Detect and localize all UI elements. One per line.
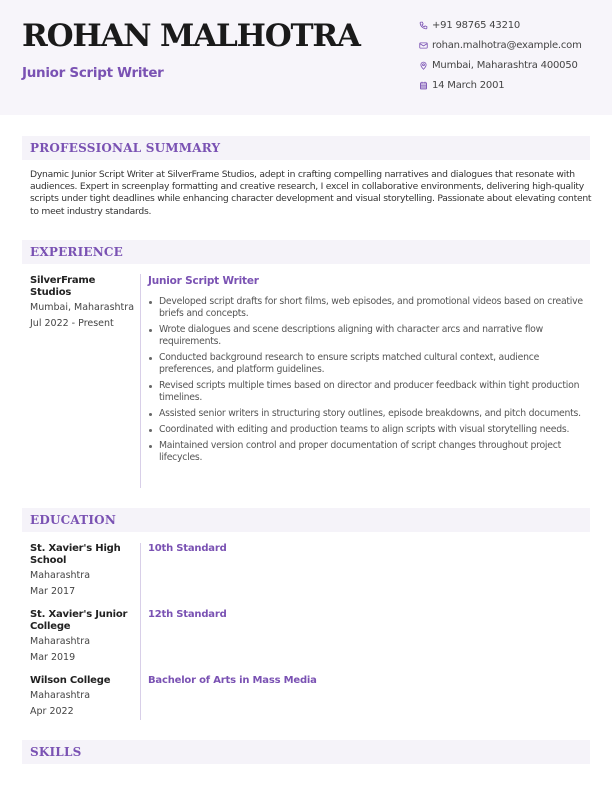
experience-divider — [140, 274, 141, 488]
company-location: Mumbai, Maharashtra — [30, 302, 135, 313]
education-entry-meta — [30, 609, 135, 664]
section-header-experience — [22, 240, 590, 264]
resume-header — [0, 0, 612, 115]
email-text: rohan.malhotra@example.com — [432, 39, 582, 51]
graduation-date: Apr 2022 — [30, 706, 74, 717]
school-location: Maharashtra — [30, 690, 91, 701]
location-text: Mumbai, Maharashtra 400050 — [432, 59, 578, 71]
candidate-name: ROHAN MALHOTRA — [22, 18, 360, 54]
section-title: SKILLS — [30, 745, 82, 759]
degree-name: 10th Standard — [148, 543, 227, 554]
contact-list — [419, 15, 582, 95]
degree-name: 12th Standard — [148, 609, 227, 620]
education-divider — [140, 543, 141, 720]
experience-bullets — [148, 296, 593, 468]
calendar-icon — [419, 81, 428, 90]
phone-text: +91 98765 43210 — [432, 19, 521, 31]
candidate-title: Junior Script Writer — [22, 65, 164, 81]
contact-email — [419, 35, 582, 55]
section-header-skills — [22, 740, 590, 764]
bullet-item: Assisted senior writers in structuring story outlines, episode breakdowns, and pitch documents. — [148, 408, 593, 420]
company-name: SilverFrame Studios — [30, 275, 96, 298]
education-entry-meta — [30, 543, 135, 598]
bullet-item: Wrote dialogues and scene descriptions aligning with character arcs and narrative flow requirements. — [148, 324, 593, 348]
school-location: Maharashtra — [30, 570, 91, 581]
bullet-item: Maintained version control and proper documentation of script changes throughout project lifecycles. — [148, 440, 593, 464]
school-name: Wilson College — [30, 675, 111, 686]
section-title: EXPERIENCE — [30, 245, 124, 259]
section-header-education — [22, 508, 590, 532]
bullet-item: Coordinated with editing and production teams to align scripts with visual storytelling needs. — [148, 424, 593, 436]
job-role: Junior Script Writer — [148, 275, 259, 287]
degree-name: Bachelor of Arts in Mass Media — [148, 675, 317, 686]
section-header-summary — [22, 136, 590, 160]
birthdate-text: 14 March 2001 — [432, 79, 505, 91]
bullet-item: Conducted background research to ensure scripts matched cultural context, audience preferences, and platform guidelines. — [148, 352, 593, 376]
experience-meta — [30, 275, 135, 330]
graduation-date: Mar 2019 — [30, 652, 76, 663]
employment-dates: Jul 2022 - Present — [30, 318, 114, 329]
email-icon — [419, 41, 428, 50]
school-name: St. Xavier's Junior College — [30, 609, 128, 632]
school-name: St. Xavier's High School — [30, 543, 121, 566]
bullet-item: Developed script drafts for short films, web episodes, and promotional videos based on creative briefs and concepts. — [148, 296, 593, 320]
section-title: PROFESSIONAL SUMMARY — [30, 141, 221, 155]
contact-phone — [419, 15, 582, 35]
section-title: EDUCATION — [30, 513, 116, 527]
location-pin-icon — [419, 61, 428, 70]
contact-birthdate — [419, 75, 582, 95]
contact-location — [419, 55, 582, 75]
school-location: Maharashtra — [30, 636, 91, 647]
phone-icon — [419, 21, 428, 30]
education-entry-meta — [30, 675, 135, 718]
bullet-item: Revised scripts multiple times based on director and producer feedback within tight production timelines. — [148, 380, 593, 404]
graduation-date: Mar 2017 — [30, 586, 76, 597]
summary-text: Dynamic Junior Script Writer at SilverFrame Studios, adept in crafting compelling narratives and dialogues that resonate with audiences. Expert in screenplay formatting and creative research, I excel in collaborative environments, delivering high-quality scripts under tight deadlines while enhancing character development and visual storytelling. Passionate about elevating content to meet industry standards. — [30, 169, 592, 217]
